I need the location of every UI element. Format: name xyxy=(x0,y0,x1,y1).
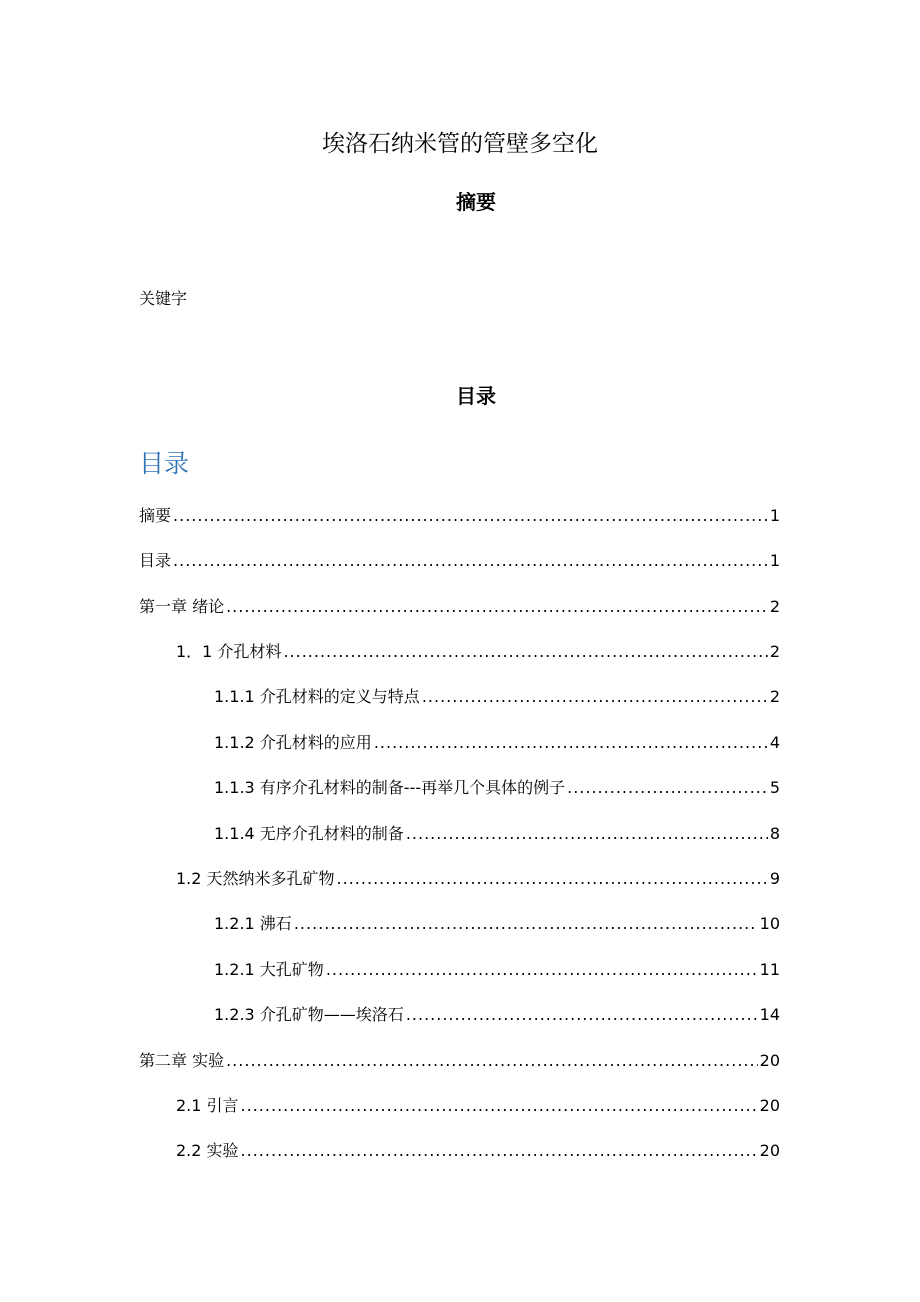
toc-entry-label: 第一章 绪论 xyxy=(139,597,225,616)
toc-entry[interactable] xyxy=(176,1139,780,1163)
toc-entry-page: 11 xyxy=(759,960,780,979)
toc-entry-page: 5 xyxy=(769,778,780,797)
toc-entry-label: 1.1.2 介孔材料的应用 xyxy=(214,733,372,752)
toc-entry[interactable] xyxy=(139,1049,780,1073)
toc-entry-label: 1.1.1 介孔材料的定义与特点 xyxy=(214,687,420,706)
toc-dot-leader xyxy=(283,640,767,664)
toc-dot-leader xyxy=(326,958,758,982)
toc-entry-page: 10 xyxy=(759,914,780,933)
toc-dot-leader xyxy=(567,776,768,800)
toc-entry-label: 1.1.3 有序介孔材料的制备---再举几个具体的例子 xyxy=(214,778,566,797)
toc-dot-leader xyxy=(374,731,768,755)
toc-entry-label: 目录 xyxy=(139,551,172,570)
toc-entry[interactable] xyxy=(214,1003,780,1027)
toc-dot-leader xyxy=(406,1003,758,1027)
toc-entry-label: 1.2 天然纳米多孔矿物 xyxy=(176,869,335,888)
toc-dot-leader xyxy=(406,822,768,846)
toc-entry-label: 1.2.1 大孔矿物 xyxy=(214,960,324,979)
toc-entry[interactable] xyxy=(214,685,780,709)
toc-entry[interactable] xyxy=(214,731,780,755)
toc-entry-page: 20 xyxy=(759,1141,780,1160)
toc-entry-label: 1.2.1 沸石 xyxy=(214,914,292,933)
toc-dot-leader xyxy=(173,549,768,573)
toc-entry-label: 2.1 引言 xyxy=(176,1096,239,1115)
toc-dot-leader xyxy=(173,504,768,528)
toc-entry-page: 14 xyxy=(759,1005,780,1024)
toc-entry-label: 2.2 实验 xyxy=(176,1141,239,1160)
toc-entry-label: 1．1 介孔材料 xyxy=(176,642,282,661)
toc-entry-page: 20 xyxy=(759,1096,780,1115)
toc-entry-page: 20 xyxy=(759,1051,780,1070)
toc-title: 目录 xyxy=(139,449,190,478)
toc-dot-leader xyxy=(241,1094,758,1118)
keywords-label: 关键字 xyxy=(139,289,188,308)
toc-entry[interactable] xyxy=(176,640,780,664)
toc-entry-page: 2 xyxy=(769,597,780,616)
toc-entry-label: 1.1.4 无序介孔材料的制备 xyxy=(214,824,404,843)
toc-heading: 目录 xyxy=(456,384,496,408)
toc-entry-page: 1 xyxy=(769,506,780,525)
toc-entry-page: 8 xyxy=(769,824,780,843)
document-title: 埃洛石纳米管的管壁多空化 xyxy=(322,131,598,157)
toc-entry-page: 1 xyxy=(769,551,780,570)
toc-entry-page: 4 xyxy=(769,733,780,752)
toc-entry[interactable] xyxy=(214,822,780,846)
toc-entry-label: 1.2.3 介孔矿物——埃洛石 xyxy=(214,1005,404,1024)
toc-entry[interactable] xyxy=(176,1094,780,1118)
toc-entry-label: 第二章 实验 xyxy=(139,1051,225,1070)
toc-entry[interactable] xyxy=(139,595,780,619)
toc-entry-page: 2 xyxy=(769,687,780,706)
toc-entry[interactable] xyxy=(139,504,780,528)
toc-dot-leader xyxy=(241,1139,758,1163)
toc-entry-page: 9 xyxy=(769,869,780,888)
abstract-heading: 摘要 xyxy=(456,190,496,214)
toc-dot-leader xyxy=(337,867,768,891)
toc-dot-leader xyxy=(422,685,768,709)
toc-entry-page: 2 xyxy=(769,642,780,661)
toc-entry[interactable] xyxy=(214,912,780,936)
toc-dot-leader xyxy=(294,912,758,936)
toc-dot-leader xyxy=(226,1049,758,1073)
toc-entry[interactable] xyxy=(139,549,780,573)
toc-entry[interactable] xyxy=(214,776,780,800)
toc-entry-label: 摘要 xyxy=(139,506,172,525)
toc-dot-leader xyxy=(226,595,768,619)
toc-entry[interactable] xyxy=(176,867,780,891)
toc-entry[interactable] xyxy=(214,958,780,982)
